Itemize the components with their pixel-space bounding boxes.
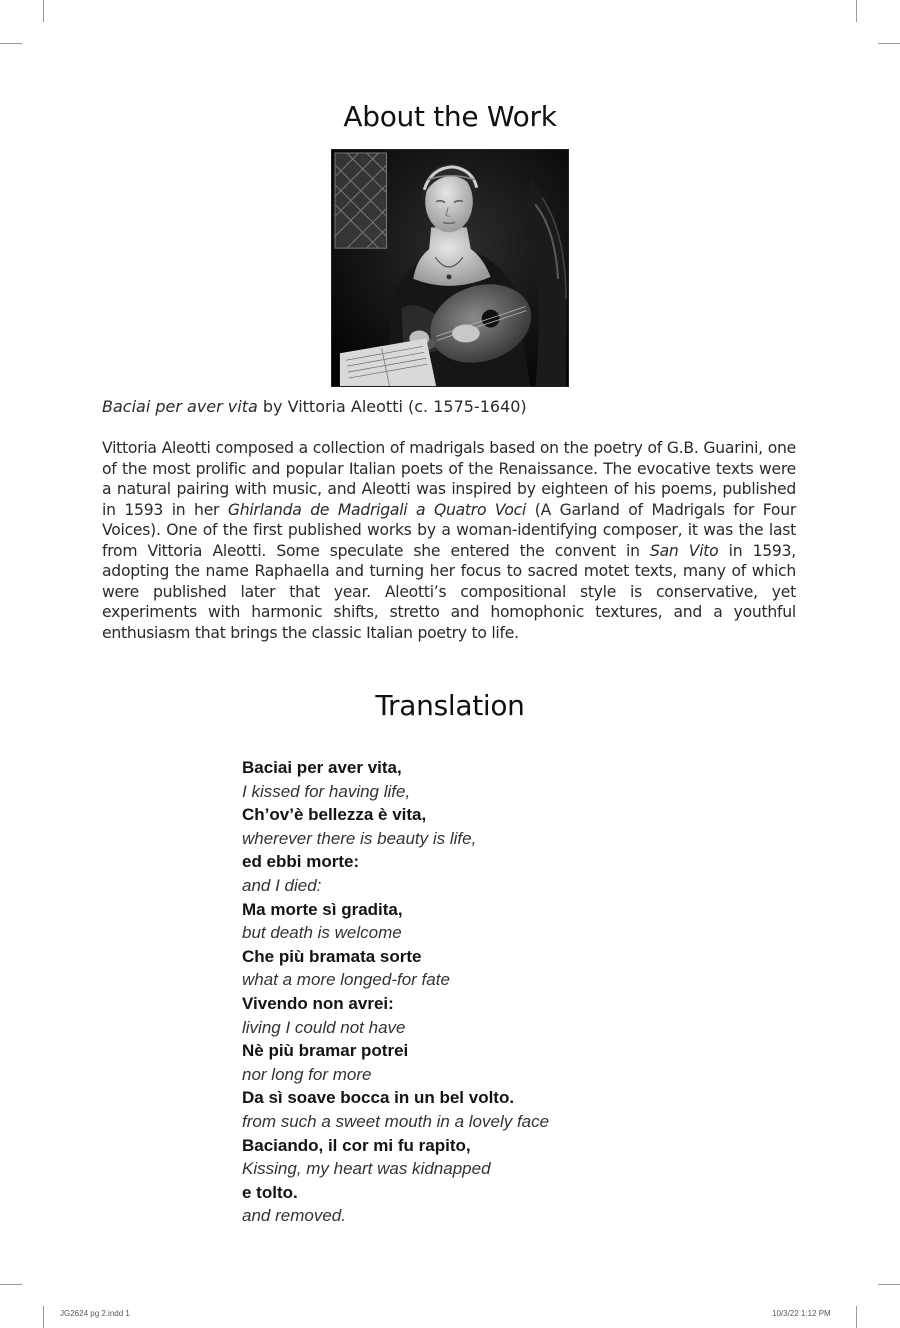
english-line: and I died: <box>242 875 322 895</box>
translation-heading: Translation <box>375 689 525 722</box>
italian-line: Baciai per aver vita, <box>242 758 402 777</box>
caption-work-title: Baciai per aver vita <box>102 397 258 416</box>
english-line: and removed. <box>242 1206 346 1226</box>
italian-line: e tolto. <box>242 1182 298 1202</box>
crop-mark-bottom-left <box>43 1306 44 1328</box>
italian-line: Vivendo non avrei: <box>242 993 394 1013</box>
crop-mark-bottom-right <box>856 1306 857 1328</box>
about-paragraph-italic-run: Ghirlanda de Madrigali a Quatro Voci <box>227 500 527 519</box>
english-line: I kissed for having life, <box>242 781 411 801</box>
italian-line: Che più bramata sorte <box>242 946 422 966</box>
english-line: from such a sweet mouth in a lovely face <box>242 1111 550 1131</box>
crop-mark-left-top <box>0 43 22 44</box>
italian-line: Da sì soave bocca in un bel volto. <box>242 1088 515 1108</box>
about-paragraph-run: Vittoria Aleotti composed a collection of madrigals based on the poetry of G.B. Guarini, one of the most prolific and popular Italian poets of the Renaissance. The evocative texts were a natural pairing with music, and Aleotti was inspired by eighteen of his poems, published in 1593 in her <box>102 439 796 519</box>
slug-file-info: JG2624 pg 2.indd 1 <box>60 1309 130 1318</box>
crop-mark-top-right <box>856 0 857 22</box>
english-line: but death is welcome <box>242 923 402 943</box>
english-line: living I could not have <box>242 1017 406 1037</box>
caption-composer: by Vittoria Aleotti (c. 1575-1640) <box>262 397 527 416</box>
italian-line: Baciando, il cor mi fu rapito, <box>242 1135 471 1155</box>
english-line: what a more longed-for fate <box>242 970 450 990</box>
italian-line: Ma morte sì gradita, <box>242 899 403 919</box>
crop-mark-top-left <box>43 0 44 22</box>
about-heading: About the Work <box>343 100 557 133</box>
translation-poem <box>242 756 742 1228</box>
crop-mark-right-top <box>878 43 900 44</box>
image-caption <box>102 397 802 416</box>
about-paragraph-run: (A Garland of Madrigals for Four Voices). One of the first published works by a woman-identifying composer, it was the last from Vittoria Aleotti. Some speculate she entered the convent in <box>102 500 796 560</box>
italian-line: ed ebbi morte: <box>242 852 360 872</box>
slug-date-info: 10/3/22 1:12 PM <box>772 1309 831 1318</box>
crop-mark-right-bottom <box>878 1284 900 1285</box>
about-paragraph-run: in 1593, adopting the name Raphaella and turning her focus to sacred motet texts, many of which were published later that year. Aleotti’s compositional style is conservative, yet experiments with harmonic shifts, stretto and homophonic textures, and a youthful enthusiasm that brings the classic Italian poetry to life. <box>102 541 796 642</box>
english-line: Kissing, my heart was kidnapped <box>242 1159 491 1179</box>
portrait-lute-player <box>331 149 569 387</box>
about-paragraph-italic-run: San Vito <box>649 541 719 560</box>
italian-line: Nè più bramar potrei <box>242 1041 409 1061</box>
english-line: wherever there is beauty is life, <box>242 828 477 848</box>
crop-mark-left-bottom <box>0 1284 22 1285</box>
italian-line: Ch’ov’è bellezza è vita, <box>242 805 427 825</box>
about-paragraph <box>102 438 796 643</box>
english-line: nor long for more <box>242 1064 372 1084</box>
